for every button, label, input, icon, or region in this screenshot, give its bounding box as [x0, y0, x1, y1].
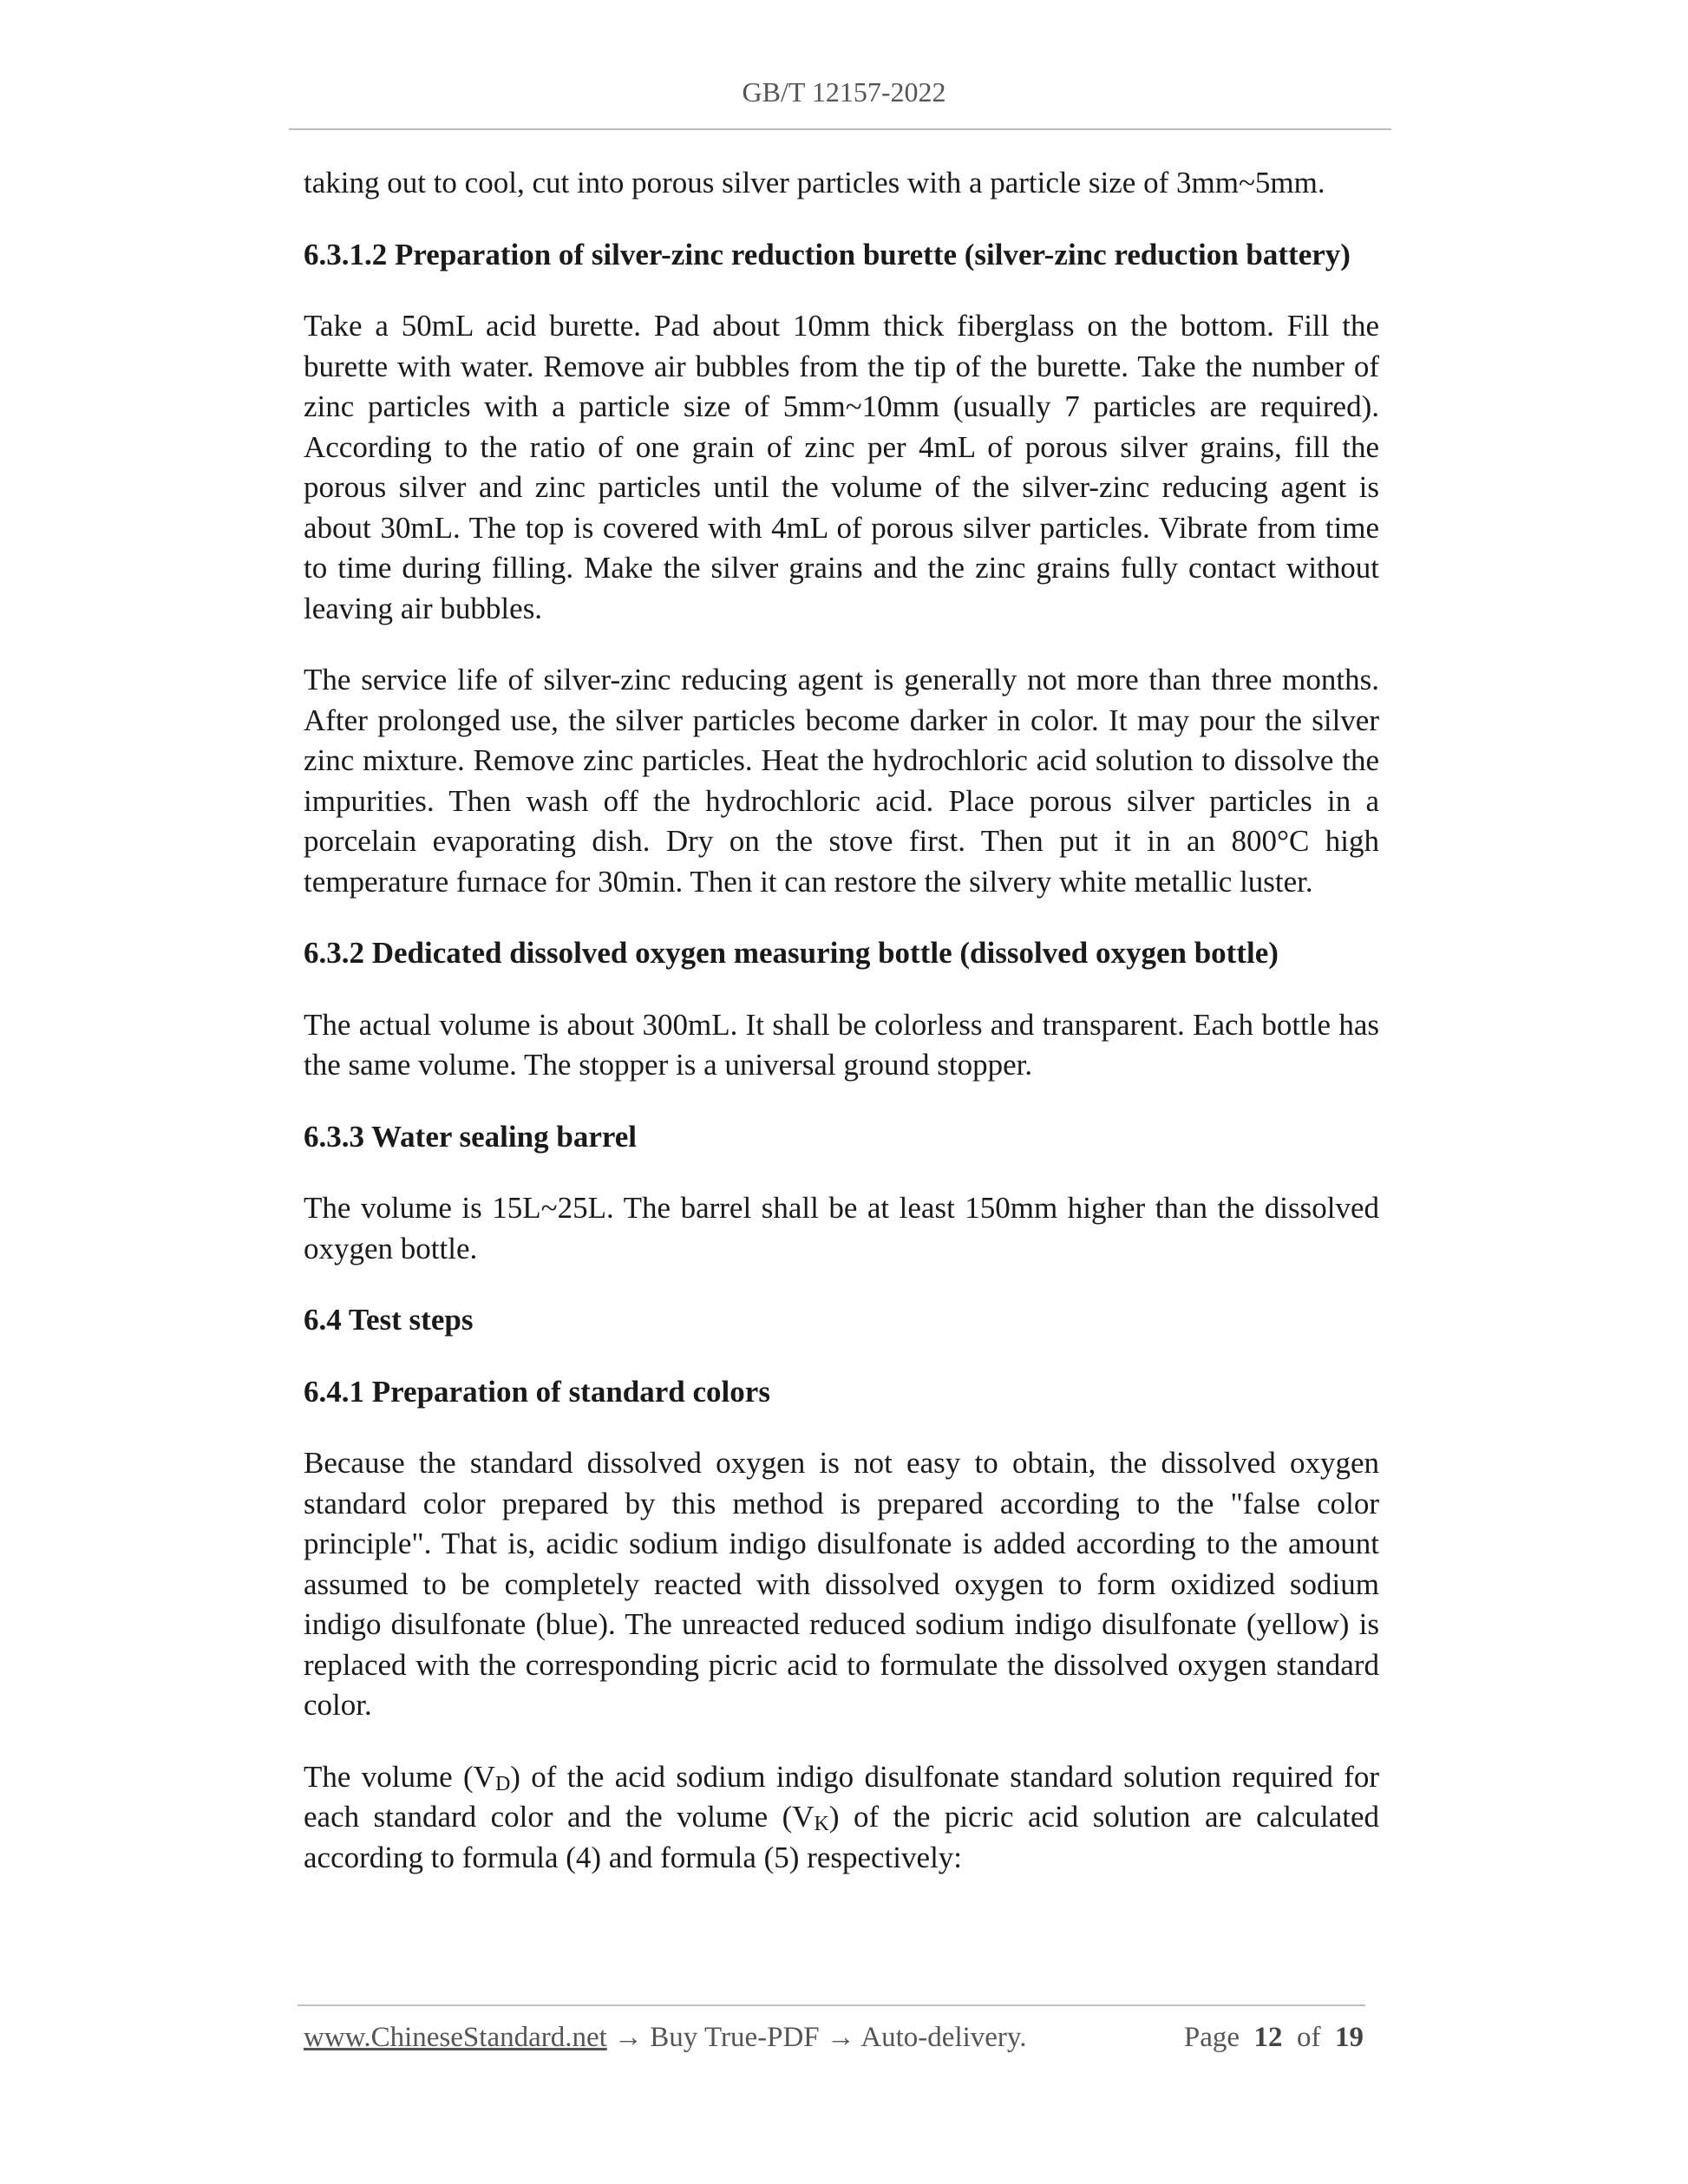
paragraph-bottle-volume: The actual volume is about 300mL. It shall be colorless and transparent. Each bottle has the same volume. The stopper is a universal ground stopper. [304, 1007, 1379, 1082]
section-heading-6-4: 6.4 Test steps [304, 1303, 474, 1337]
text-segment: The volume (V [304, 1759, 495, 1794]
footer-promo [304, 2022, 1027, 2054]
text-segment: ) of the acid sodium indigo disulfonate standard solution required for each standard color and the volume (V [304, 1759, 1379, 1834]
arrow-right-icon: → [614, 2022, 644, 2053]
paragraph-service-life: The service life of silver-zinc reducing agent is generally not more than three months. After prolonged use, the silver particles become darker in color. It may pour the silver zinc mixture. Remove zinc particles. Heat the hydrochloric acid solution to dissolve the impurities. Then wash off the hydrochloric acid. Place porous silver particles in a porcelain evaporating dish. Dry on the stove first. Then put it in an 800°C high temperature furnace for 30min. Then it can restore the silvery white metallic luster. [304, 663, 1379, 899]
header-divider [289, 128, 1391, 130]
current-page: 12 [1253, 2022, 1283, 2053]
footer-divider [298, 2004, 1365, 2006]
page-footer [304, 2022, 1364, 2063]
page-label: Page [1183, 2022, 1240, 2053]
page-header-title: GB/T 12157-2022 [742, 76, 946, 108]
text-segment: ) of the picric acid solution are calculated according to formula (4) and formula (5) respectively: [304, 1800, 1379, 1874]
paragraph-false-color-principle: Because the standard dissolved oxygen is not easy to obtain, the dissolved oxygen standard color prepared by this method is prepared according to the "false color principle". That is, acidic sodium indigo disulfonate is added according to the amount assumed to be completely reacted with dissolved oxygen to form oxidized sodium indigo disulfonate (blue). The unreacted reduced sodium indigo disulfonate (yellow) is replaced with the corresponding picric acid to formulate the dissolved oxygen standard color. [304, 1446, 1379, 1722]
paragraph-barrel-volume: The volume is 15L~25L. The barrel shall be at least 150mm higher than the dissolved oxygen bottle. [304, 1191, 1379, 1265]
section-heading-6-3-2: 6.3.2 Dedicated dissolved oxygen measuring bottle (dissolved oxygen bottle) [304, 936, 1279, 970]
subscript-k: K [814, 1813, 829, 1835]
paragraph-continuation: taking out to cool, cut into porous silver particles with a particle size of 3mm~5mm. [304, 166, 1325, 199]
website-link[interactable]: www.ChineseStandard.net [304, 2022, 607, 2053]
buy-pdf-text: Buy True-PDF [643, 2022, 827, 2053]
paragraph-volume-formula [304, 1757, 1379, 1879]
paragraph-burette-preparation: Take a 50mL acid burette. Pad about 10mm thick fiberglass on the bottom. Fill the burette with water. Remove air bubbles from the tip of the burette. Take the number of zinc particles with a particle size of 5mm~10mm (usually 7 particles are required). According to the ratio of one grain of zinc per 4mL of porous silver grains, fill the porous silver and zinc particles until the volume of the silver-zinc reducing agent is about 30mL. The top is covered with 4mL of porous silver particles. Vibrate from time to time during filling. Make the silver grains and the zinc grains fully contact without leaving air bubbles. [304, 309, 1379, 625]
document-body [304, 163, 1379, 1878]
total-pages: 19 [1335, 2022, 1364, 2053]
section-heading-6-4-1: 6.4.1 Preparation of standard colors [304, 1374, 770, 1409]
arrow-right-icon: → [826, 2022, 855, 2053]
section-heading-6-3-1-2: 6.3.1.2 Preparation of silver-zinc reduction burette (silver-zinc reduction battery) [304, 237, 1351, 271]
page-number [1184, 2022, 1364, 2054]
of-label: of [1297, 2022, 1321, 2053]
subscript-d: D [494, 1772, 511, 1795]
section-heading-6-3-3: 6.3.3 Water sealing barrel [304, 1119, 638, 1154]
auto-delivery-text: Auto-delivery. [854, 2022, 1027, 2053]
